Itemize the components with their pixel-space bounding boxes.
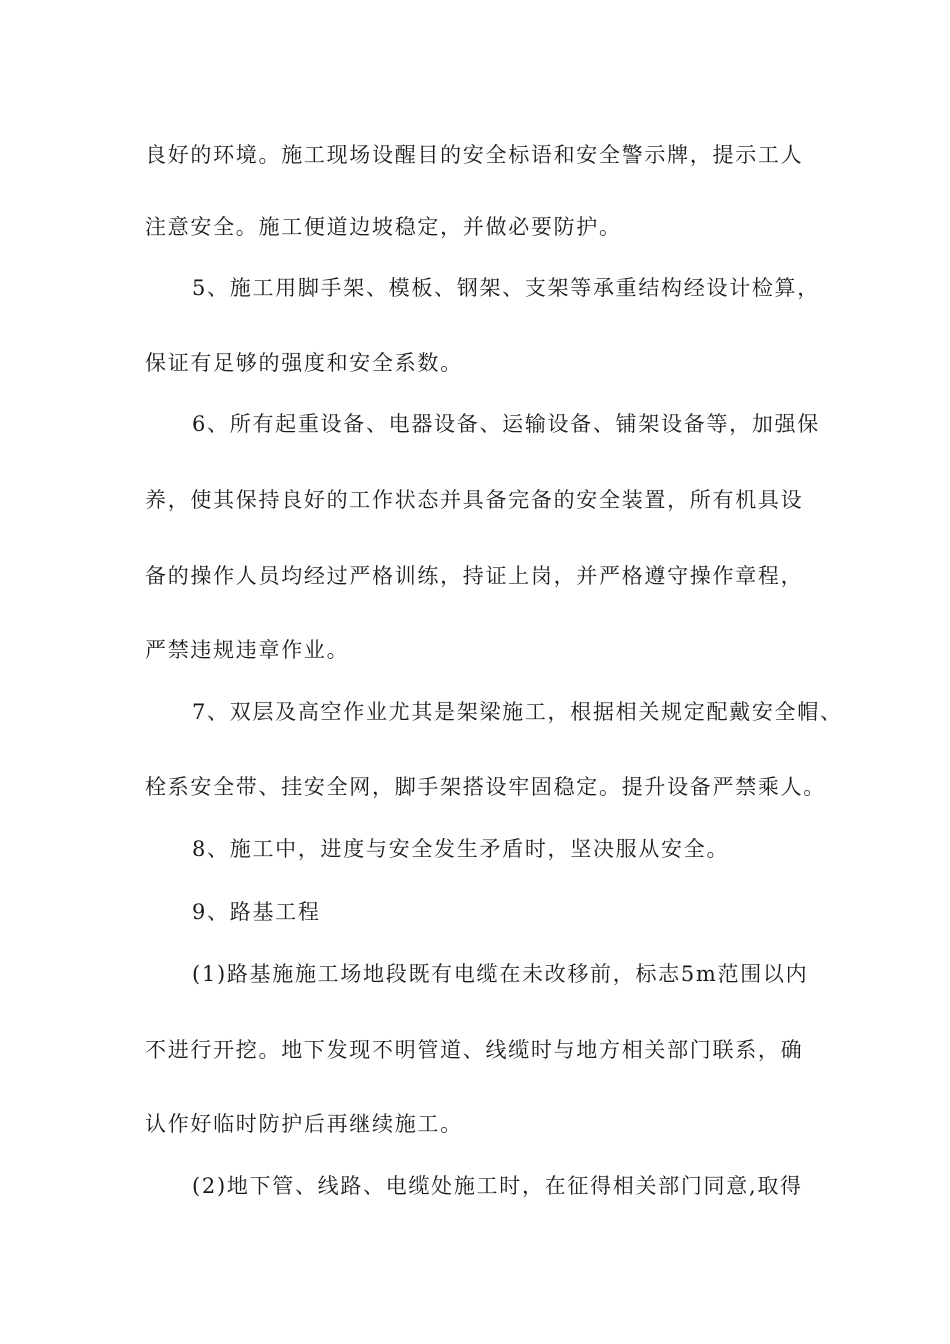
text-line: 9、路基工程 xyxy=(192,900,321,924)
text-line: 保证有足够的强度和安全系数。 xyxy=(145,351,463,375)
text-line: 养，使其保持良好的工作状态并具备完备的安全装置，所有机具设 xyxy=(145,488,804,512)
text-line: 严禁违规违章作业。 xyxy=(145,638,350,662)
text-line: 注意安全。施工便道边坡稳定，并做必要防护。 xyxy=(145,215,622,239)
text-line: 5、施工用脚手架、模板、钢架、支架等承重结构经设计检算， xyxy=(192,276,820,300)
text-line: 7、双层及高空作业尤其是架梁施工，根据相关规定配戴安全帽、 xyxy=(192,700,843,724)
text-line: 良好的环境。施工现场设醒目的安全标语和安全警示牌，提示工人 xyxy=(145,143,804,167)
text-line: 备的操作人员均经过严格训练，持证上岗，并严格遵守操作章程， xyxy=(145,564,804,588)
text-line: (2)地下管、线路、电缆处施工时，在征得相关部门同意,取得 xyxy=(192,1174,803,1198)
text-line: 认作好临时防护后再继续施工。 xyxy=(145,1112,463,1136)
text-line: 6、所有起重设备、电器设备、运输设备、铺架设备等，加强保 xyxy=(192,412,820,436)
text-line: (1)路基施施工场地段既有电缆在未改移前，标志5m范围以内 xyxy=(192,962,809,986)
text-line: 不进行开挖。地下发现不明管道、线缆时与地方相关部门联系，确 xyxy=(145,1038,804,1062)
text-line: 8、施工中，进度与安全发生矛盾时，坚决服从安全。 xyxy=(192,837,730,861)
text-line: 栓系安全带、挂安全网，脚手架搭设牢固稳定。提升设备严禁乘人。 xyxy=(145,775,826,799)
